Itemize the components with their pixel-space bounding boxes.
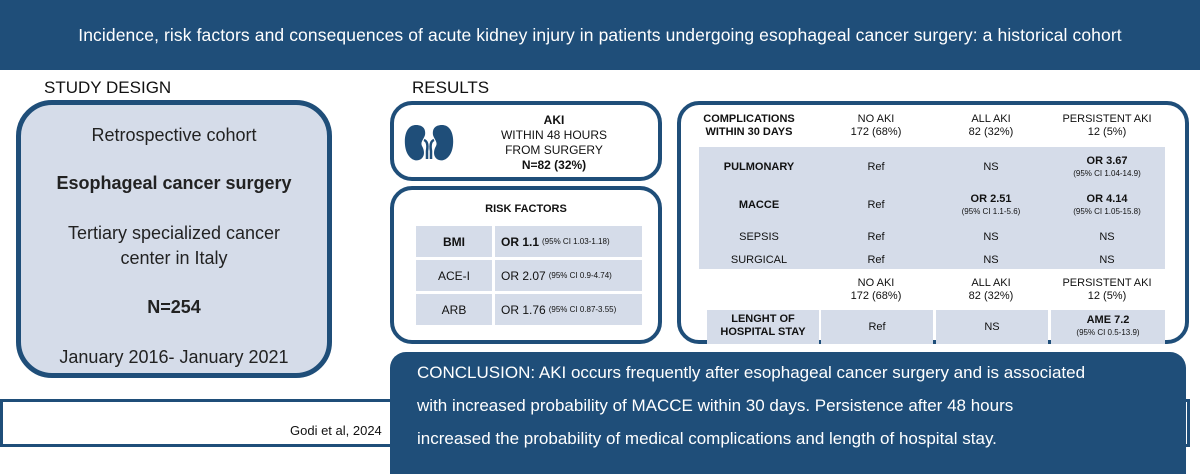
cell-no-aki: Ref (867, 231, 885, 243)
conclusion-line3: increased the probability of medical complications and length of hospital stay. (417, 429, 997, 448)
risk-factor-row (416, 294, 642, 325)
cell-all-aki: NS (983, 231, 999, 243)
complications-box (677, 101, 1189, 344)
risk-factor-row (416, 226, 642, 257)
aki-incidence-box (390, 101, 662, 181)
conclusion-line1: CONCLUSION: AKI occurs frequently after esophageal cancer surgery and is associated (417, 363, 1086, 382)
risk-factor-ci: (95% CI 0.87-3.55) (548, 305, 617, 314)
row-name-pulmonary: PULMONARY (723, 161, 795, 173)
risk-factors-box (390, 186, 662, 344)
col-n: 82 (32%) (968, 126, 1014, 138)
risk-factor-or: OR 2.07 (501, 268, 546, 283)
stay-name-line1: LENGHT OF (731, 313, 795, 325)
row-name-macce: MACCE (738, 199, 780, 211)
col-name: PERSISTENT AKI (1062, 113, 1152, 125)
risk-factor-value (495, 260, 642, 291)
col-header-persistent-aki-2 (1051, 277, 1163, 303)
design-period: January 2016- January 2021 (59, 347, 289, 367)
aki-count: N=82 (32%) (521, 158, 587, 172)
conclusion-line2: with increased probability of MACCE within 30 days. Persistence after 48 hours (417, 396, 1014, 415)
risk-factor-ci: (95% CI 1.03-1.18) (542, 237, 610, 246)
risk-factor-name: BMI (416, 226, 492, 257)
all-aki-ci: (95% CI 1.1-5.6) (961, 207, 1021, 216)
col-n: 172 (68%) (850, 290, 902, 302)
design-center-line2: center in Italy (120, 248, 228, 268)
aki-line2: FROM SURGERY (505, 143, 603, 157)
stay-persistent-ame: AME 7.2 (1086, 314, 1130, 326)
results-label: RESULTS (412, 78, 490, 97)
col-name: ALL AKI (971, 113, 1011, 125)
study-design-label: STUDY DESIGN (44, 78, 172, 97)
stay-name-line2: HOSPITAL STAY (720, 326, 806, 338)
col-header-all-aki (936, 113, 1046, 139)
aki-line1: WITHIN 48 HOURS (500, 128, 607, 142)
stay-all-aki: NS (984, 321, 1000, 333)
persistent-or: OR 4.14 (1086, 193, 1128, 205)
col-name: NO AKI (857, 277, 895, 289)
col-name: NO AKI (857, 113, 895, 125)
citation: Godi et al, 2024 (290, 423, 382, 438)
design-center-line1: Tertiary specialized cancer (67, 223, 281, 243)
cell-persistent-aki: NS (1099, 254, 1115, 266)
complications-title-line1: COMPLICATIONS (703, 113, 795, 125)
col-n: 172 (68%) (850, 126, 902, 138)
complications-title (699, 113, 799, 139)
row-name-length-of-stay (707, 313, 819, 339)
conclusion-box (390, 352, 1186, 474)
cell-all-aki (936, 193, 1046, 217)
col-n: 82 (32%) (968, 290, 1014, 302)
risk-factor-or: OR 1.1 (501, 234, 540, 249)
stay-persistent (1051, 314, 1165, 338)
col-n: 12 (5%) (1087, 290, 1127, 302)
cell-all-aki: NS (983, 161, 999, 173)
stay-no-aki: Ref (868, 321, 886, 333)
risk-factor-name: ACE-I (416, 260, 492, 291)
risk-factor-name: ARB (416, 294, 492, 325)
cell-no-aki: Ref (867, 254, 885, 266)
design-surgery: Esophageal cancer surgery (56, 173, 292, 193)
design-sample-size: N=254 (147, 297, 201, 317)
col-header-persistent-aki (1051, 113, 1163, 139)
col-header-no-aki (821, 113, 931, 139)
risk-factors-title: RISK FACTORS (485, 203, 567, 215)
risk-factor-value (495, 226, 642, 257)
risk-factor-or: OR 1.76 (501, 302, 546, 317)
design-type: Retrospective cohort (91, 125, 257, 145)
row-name-sepsis: SEPSIS (739, 231, 779, 243)
row-name-surgical: SURGICAL (730, 254, 788, 266)
cell-persistent-aki (1051, 193, 1163, 217)
col-header-no-aki-2 (821, 277, 931, 303)
persistent-ci: (95% CI 1.05-15.8) (1073, 207, 1141, 216)
cell-all-aki: NS (983, 254, 999, 266)
risk-factor-row (416, 260, 642, 291)
complications-title-line2: WITHIN 30 DAYS (705, 126, 793, 138)
kidney-icon (404, 123, 454, 163)
cell-persistent-aki (1051, 155, 1163, 179)
cell-persistent-aki: NS (1099, 231, 1115, 243)
col-n: 12 (5%) (1087, 126, 1127, 138)
col-name: ALL AKI (971, 277, 1011, 289)
aki-text (454, 113, 654, 173)
cell-no-aki: Ref (867, 161, 885, 173)
all-aki-or: OR 2.51 (970, 193, 1012, 205)
stay-persistent-ci: (95% CI 0.5-13.9) (1076, 328, 1140, 337)
persistent-ci: (95% CI 1.04-14.9) (1073, 169, 1141, 178)
cell-no-aki: Ref (867, 199, 885, 211)
aki-title: AKI (543, 113, 565, 127)
risk-factor-ci: (95% CI 0.9-4.74) (548, 271, 612, 280)
col-header-all-aki-2 (936, 277, 1046, 303)
col-name: PERSISTENT AKI (1062, 277, 1152, 289)
risk-factor-value (495, 294, 642, 325)
persistent-or: OR 3.67 (1086, 155, 1128, 167)
poster-title: Incidence, risk factors and consequences of acute kidney injury in patients undergoing esophageal cancer surgery: a historical cohort (78, 24, 1122, 45)
study-design-box (16, 100, 332, 378)
poster-title-banner (0, 0, 1200, 70)
